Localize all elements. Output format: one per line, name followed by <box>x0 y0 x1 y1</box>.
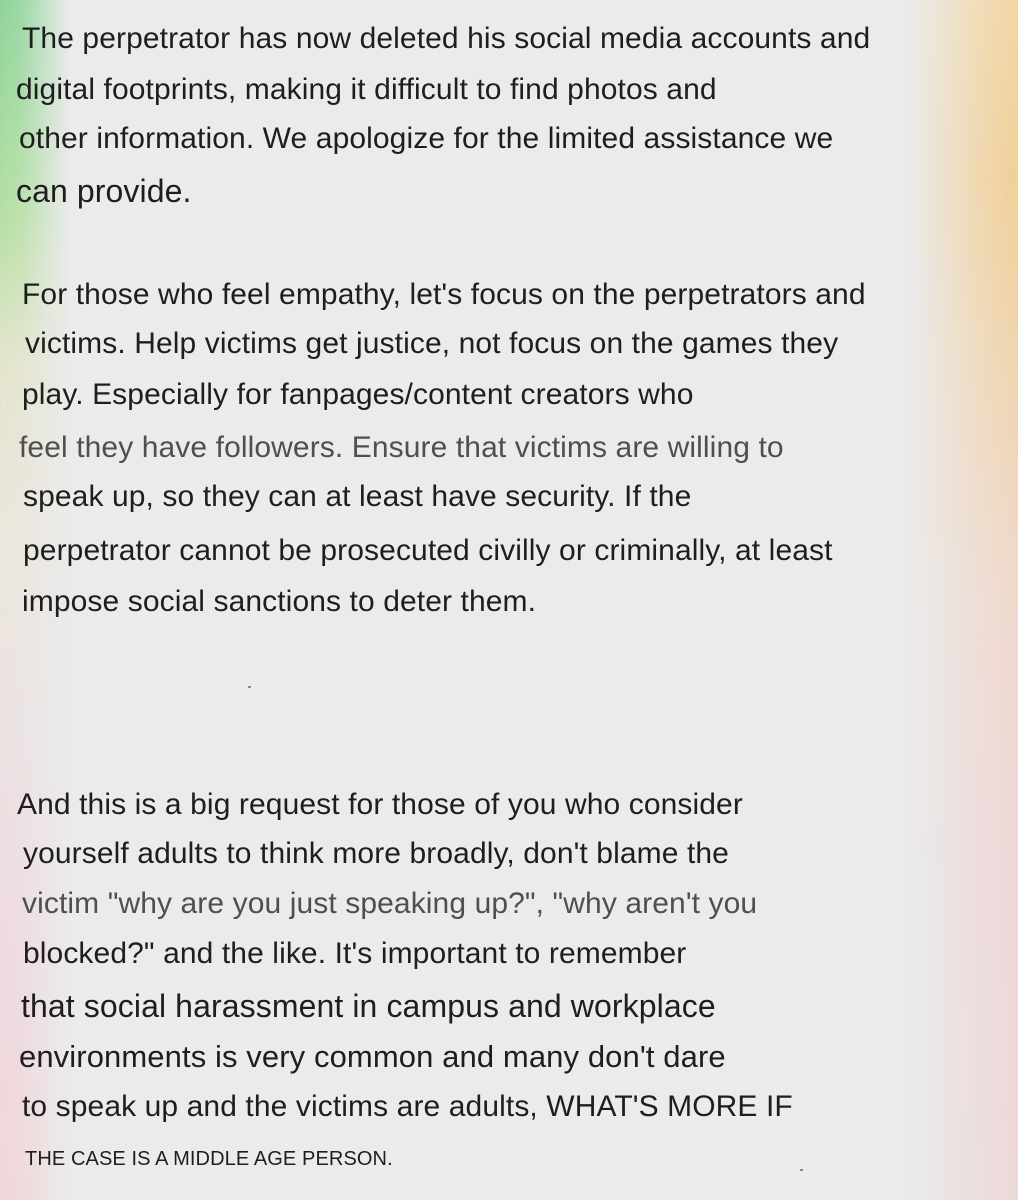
text-line: THE CASE IS A MIDDLE AGE PERSON. <box>25 1148 393 1170</box>
text-line: other information. We apologize for the limited assistance we <box>19 122 834 155</box>
text-line: victim "why are you just speaking up?", "why aren't you <box>22 887 758 920</box>
speck-mark <box>800 1169 803 1171</box>
text-line: The perpetrator has now deleted his social media accounts and <box>22 22 871 55</box>
text-line: feel they have followers. Ensure that victims are willing to <box>19 431 784 464</box>
text-line: digital footprints, making it difficult to find photos and <box>16 73 717 106</box>
text-line: yourself adults to think more broadly, don't blame the <box>23 837 729 870</box>
text-line: impose social sanctions to deter them. <box>22 585 537 618</box>
text-line: perpetrator cannot be prosecuted civilly or criminally, at least <box>23 534 833 567</box>
text-line: to speak up and the victims are adults, WHAT'S MORE IF <box>22 1090 793 1123</box>
right-color-gradient <box>908 0 1018 1200</box>
text-line: play. Especially for fanpages/content creators who <box>22 378 694 411</box>
text-line: can provide. <box>16 173 192 209</box>
speck-mark <box>248 686 251 688</box>
text-line: For those who feel empathy, let's focus on the perpetrators and <box>22 278 866 311</box>
text-line: environments is very common and many don't dare <box>19 1039 726 1074</box>
text-line: blocked?" and the like. It's important to remember <box>23 937 687 970</box>
text-line: that social harassment in campus and workplace <box>21 988 716 1024</box>
text-line: victims. Help victims get justice, not focus on the games they <box>25 327 839 360</box>
text-line: And this is a big request for those of you who consider <box>17 788 743 821</box>
text-line: speak up, so they can at least have security. If the <box>23 480 692 513</box>
